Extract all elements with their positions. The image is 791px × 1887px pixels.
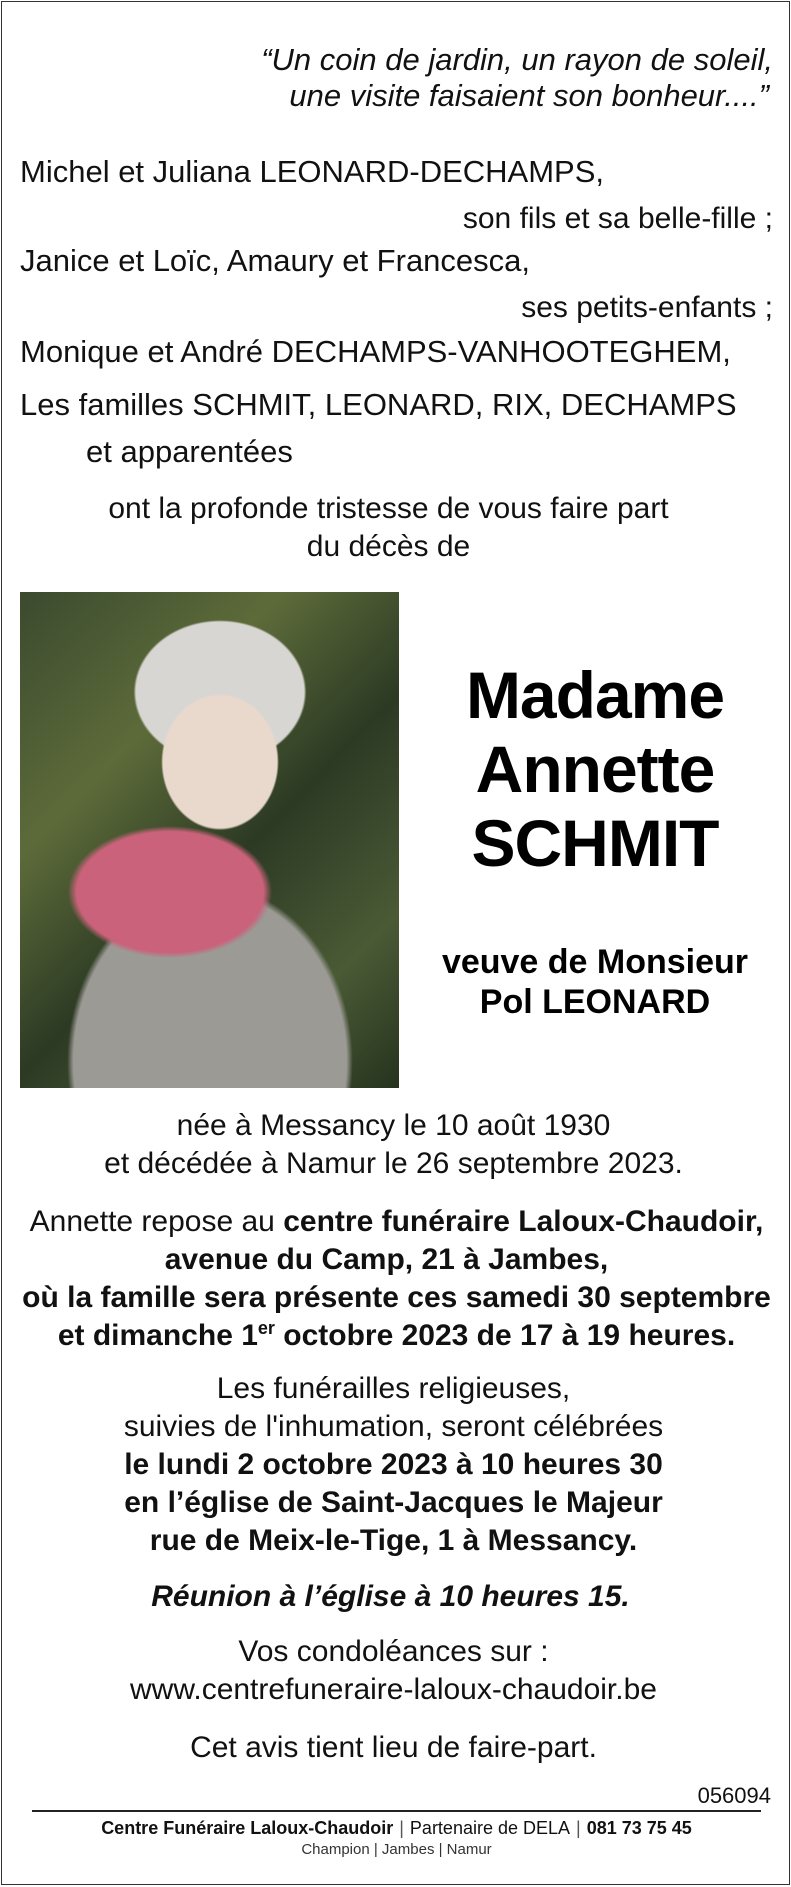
deceased-last-name: SCHMIT	[471, 806, 719, 880]
meeting-info: Réunion à l’église à 10 heures 15.	[151, 1580, 630, 1613]
footer-company-line	[2, 1817, 790, 1839]
death-date: et décédée à Namur le 26 septembre 2023.	[104, 1147, 683, 1180]
quote-line-1: “Un coin de jardin, un rayon de soleil,	[261, 42, 773, 77]
funeral-church: en l’église de Saint-Jacques le Majeur	[124, 1486, 663, 1519]
deceased-title: Madame	[465, 658, 725, 732]
reference-number: 056094	[697, 1783, 771, 1808]
announcement-line-2: du décès de	[306, 530, 471, 563]
death-notice	[1, 1, 790, 1885]
widow-line-2: Pol LEONARD	[479, 983, 711, 1021]
rest-line-1	[2, 1203, 790, 1241]
footer-company: Centre Funéraire Laloux-Chaudoir	[101, 1818, 394, 1838]
condolences-url[interactable]: www.centrefuneraire-laloux-chaudoir.be	[130, 1673, 657, 1706]
funeral-line-2: suivies de l'inhumation, seront célébrées	[123, 1410, 664, 1443]
deceased-name	[399, 658, 790, 880]
rest-date-pre: et dimanche 1	[57, 1319, 258, 1352]
notice-text: Cet avis tient lieu de faire-part.	[190, 1731, 597, 1764]
rest-date-post: octobre 2023 de 17 à 19 heures.	[274, 1319, 736, 1352]
family-grandchildren-role: ses petits-enfants ;	[521, 291, 773, 324]
rest-family-present: où la famille sera présente ces samedi 30 septembre	[22, 1281, 771, 1314]
footer-separator-2: |	[576, 1818, 581, 1838]
footer-partner: Partenaire de DELA	[409, 1818, 571, 1838]
footer-phone: 081 73 75 45	[586, 1818, 692, 1838]
rest-date-sup: er	[257, 1318, 275, 1338]
rest-intro: Annette repose au	[29, 1205, 284, 1238]
quote-line-2: une visite faisaient son bonheur....”	[289, 78, 769, 113]
condolences-label: Vos condoléances sur :	[238, 1635, 549, 1668]
family-relatives: Monique et André DECHAMPS-VANHOOTEGHEM,	[20, 334, 731, 369]
footer-separator-1: |	[399, 1818, 404, 1838]
family-families: Les familles SCHMIT, LEONARD, RIX, DECHAMPS	[20, 387, 737, 422]
funeral-street: rue de Meix-le-Tige, 1 à Messancy.	[149, 1524, 638, 1557]
family-related: et apparentées	[86, 434, 293, 469]
portrait-photo	[20, 592, 399, 1088]
widow-line-1: veuve de Monsieur	[441, 943, 749, 981]
announcement-line-1: ont la profonde tristesse de vous faire part	[108, 492, 669, 525]
birth-date: née à Messancy le 10 août 1930	[176, 1109, 611, 1142]
family-son-role: son fils et sa belle-fille ;	[462, 202, 773, 235]
rest-place: centre funéraire Laloux-Chaudoir,	[283, 1205, 764, 1238]
rest-date-line	[2, 1317, 790, 1355]
family-son: Michel et Juliana LEONARD-DECHAMPS,	[20, 154, 605, 189]
footer-locations: Champion | Jambes | Namur	[301, 1841, 492, 1858]
deceased-first-name: Annette	[475, 732, 715, 806]
footer-divider	[32, 1810, 761, 1812]
family-grandchildren: Janice et Loïc, Amaury et Francesca,	[20, 243, 531, 278]
funeral-line-1: Les funérailles religieuses,	[216, 1372, 571, 1405]
rest-address: avenue du Camp, 21 à Jambes,	[164, 1243, 609, 1276]
funeral-date: le lundi 2 octobre 2023 à 10 heures 30	[124, 1448, 663, 1481]
widow-of	[399, 942, 790, 1022]
